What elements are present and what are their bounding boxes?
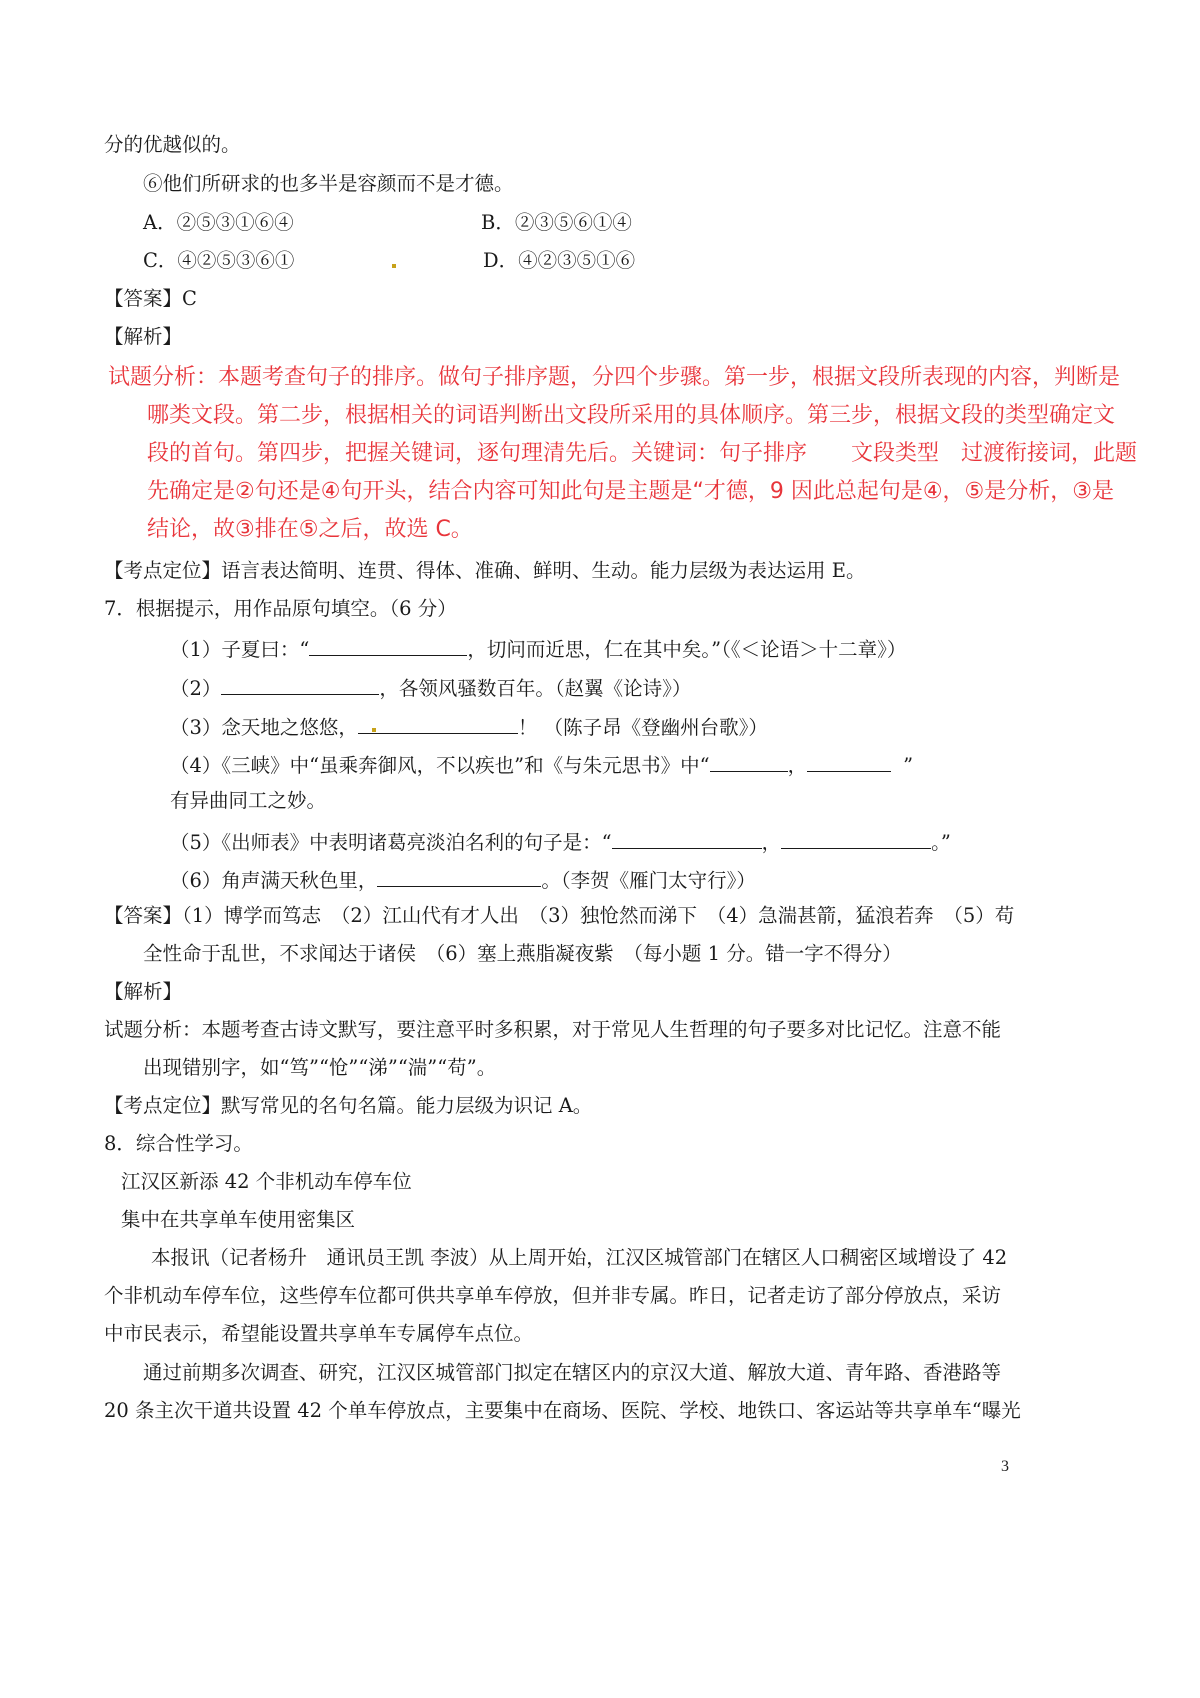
answer-label: 【答案】 [104, 904, 183, 927]
fill-blank-2 [221, 676, 379, 695]
option-b: B．②③⑤⑥①④ [481, 211, 632, 234]
news-headline-1: 江汉区新添 42 个非机动车停车位 [121, 1170, 412, 1193]
answer-value: C [182, 287, 197, 310]
continuation-line: 分的优越似的。 [104, 133, 241, 156]
fill-blank-5b [781, 830, 931, 849]
sentence-6: ⑥他们所研求的也多半是容颜而不是才德。 [143, 172, 514, 195]
q6-analysis-line-3: 段的首句。第四步，把握关键词，逐句理清先后。关键词：句子排序 文段类型 过渡衔接词，此题 [147, 441, 1138, 466]
q6-analysis-line-4: 先确定是②句还是④句开头，结合内容可知此句是主题是“才德，9 因此总起句是④，⑤是分析，③是 [147, 479, 1115, 504]
news-p1-line-1: 本报讯（记者杨升 通讯员王凯 李波）从上周开始，江汉区城管部门在辖区人口稠密区域增设了 42 [151, 1246, 1008, 1269]
q7-analysis-line-2: 出现错别字，如“笃”“怆”“涕”“湍”“苟”。 [143, 1056, 497, 1079]
news-p2-line-1: 通过前期多次调查、研究，江汉区城管部门拟定在辖区内的京汉大道、解放大道、青年路、香港路等 [143, 1361, 1002, 1384]
q6-kaodian [104, 561, 865, 581]
q7-analysis-line-1: 试题分析：本题考查古诗文默写，要注意平时多积累，对于常见人生哲理的句子要多对比记忆。注意不能 [104, 1018, 1002, 1041]
item-4-suffix: ” [903, 754, 914, 777]
kaodian-label: 【考点定位】 [104, 1094, 222, 1117]
item-3-prefix: （3）念天地之悠悠， [170, 716, 358, 739]
q6-analysis-line-1: 试题分析：本题考查句子的排序。做句子排序题，分四个步骤。第一步，根据文段所表现的内容，判断是 [108, 365, 1121, 390]
fill-blank-6 [377, 868, 541, 887]
news-headline-2: 集中在共享单车使用密集区 [121, 1208, 356, 1231]
q7-item-4 [170, 753, 913, 776]
item-4-prefix: （4）《三峡》中“虽乘奔御风，不以疾也”和《与朱元思书》中“ [170, 754, 710, 777]
fill-blank-1 [309, 637, 467, 656]
option-a: A．②⑤③①⑥④ [143, 211, 294, 234]
item-5-suffix: 。” [931, 831, 951, 854]
answer-text: （1）博学而笃志 （2）江山代有才人出 （3）独怆然而涕下 （4）急湍甚箭，猛浪若奔 （5）苟 [182, 904, 1015, 927]
kaodian-label: 【考点定位】 [104, 559, 222, 582]
q7-analysis-label: 【解析】 [104, 980, 183, 1003]
kaodian-text: 默写常见的名句名篇。能力层级为识记 A。 [221, 1094, 593, 1117]
item-5-separator: ， [761, 831, 782, 854]
item-1-prefix: （1）子夏曰：“ [170, 638, 310, 661]
fill-blank-5a [612, 830, 762, 849]
fill-blank-4b [807, 753, 891, 772]
option-d: D．④②③⑤①⑥ [483, 249, 636, 272]
stray-dot-mark [372, 728, 376, 732]
q8-title: 8．综合性学习。 [104, 1132, 253, 1155]
q7-title: 7．根据提示，用作品原句填空。（6 分） [104, 597, 457, 620]
item-2-suffix: ，各领风骚数百年。（赵翼《论诗》） [379, 677, 692, 700]
q7-item-4-continued: 有异曲同工之妙。 [170, 789, 327, 812]
news-p1-line-3: 中市民表示，希望能设置共享单车专属停车点位。 [104, 1322, 534, 1345]
item-6-suffix: 。（李贺《雁门太守行》） [541, 869, 756, 892]
fill-blank-4a [710, 753, 788, 772]
q7-answer-line-2: 全性命于乱世，不求闻达于诸侯 （6）塞上燕脂凝夜紫 （每小题 1 分。错一字不得分） [143, 942, 902, 965]
fill-blank-3 [358, 715, 518, 734]
item-6-prefix: （6）角声满天秋色里， [170, 869, 378, 892]
q7-item-3 [170, 715, 768, 738]
item-4-separator: ， [787, 754, 808, 777]
q6-analysis-line-2: 哪类文段。第二步，根据相关的词语判断出文段所采用的具体顺序。第三步，根据文段的类型确定文 [147, 403, 1116, 428]
q6-analysis-line-5: 结论，故③排在⑤之后，故选 C。 [147, 517, 473, 542]
q7-item-5 [170, 830, 951, 853]
news-p1-line-2: 个非机动车停车位，这些停车位都可供共享单车停放，但并非专属。昨日，记者走访了部分停放点，采访 [104, 1284, 1002, 1307]
q7-kaodian [104, 1096, 592, 1116]
news-p2-line-2: 20 条主次干道共设置 42 个单车停放点，主要集中在商场、医院、学校、地铁口、客运站等共享单车“曝光 [104, 1399, 1021, 1422]
item-5-prefix: （5）《出师表》中表明诸葛亮淡泊名利的句子是：“ [170, 831, 612, 854]
item-3-suffix: ！ （陈子昂《登幽州台歌》） [517, 716, 768, 739]
q7-item-6 [170, 868, 756, 891]
item-2-prefix: （2） [170, 677, 222, 700]
page-number: 3 [1001, 1458, 1009, 1475]
stray-dot-mark [392, 264, 396, 268]
q6-analysis-label: 【解析】 [104, 325, 183, 348]
q7-item-2 [170, 676, 691, 699]
q7-item-1 [170, 637, 906, 660]
option-c: C．④②⑤③⑥① [143, 249, 295, 272]
q7-answer-line-1 [104, 906, 1014, 926]
q6-answer [104, 289, 197, 309]
kaodian-text: 语言表达简明、连贯、得体、准确、鲜明、生动。能力层级为表达运用 E。 [221, 559, 866, 582]
answer-label: 【答案】 [104, 287, 183, 310]
item-1-suffix: ，切问而近思，仁在其中矣。”（《＜论语＞十二章》） [467, 638, 907, 661]
